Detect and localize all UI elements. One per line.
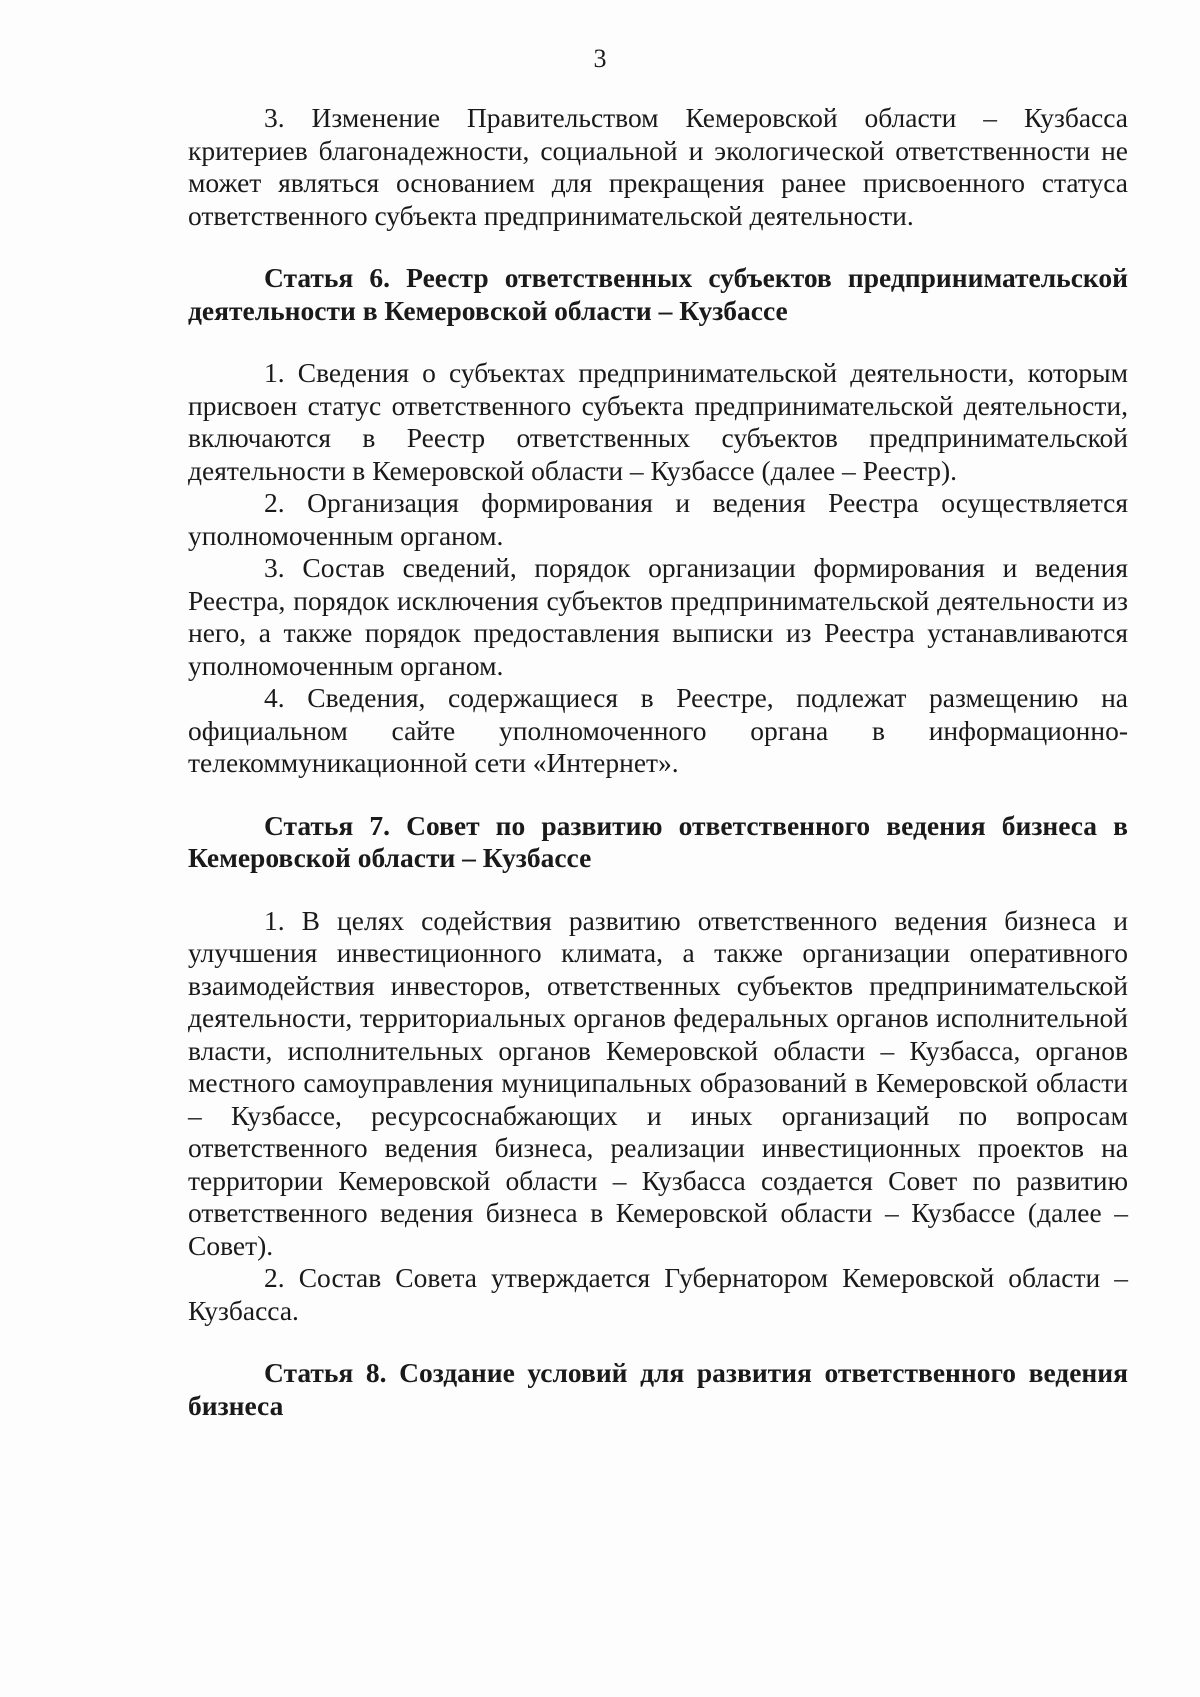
article-7-paragraph-1: 1. В целях содействия развитию ответственного ведения бизнеса и улучшения инвестиционного климата, а также организации оперативного взаимодействия инвесторов, ответственных субъектов предпринимательской деятельности, территориальных органов федеральных органов исполнительной власти, исполнительных органов Кемеровской области – Кузбасса, органов местного самоуправления муниципальных образований в Кемеровской области – Кузбассе, ресурсоснабжающих и иных организаций по вопросам ответственного ведения бизнеса, реализации инвестиционных проектов на территории Кемеровской области – Кузбасса создается Совет по развитию ответственного ведения бизнеса в Кемеровской области – Кузбассе (далее – Совет). [188, 904, 1128, 1261]
article-7-paragraph-2: 2. Состав Совета утверждается Губернатором Кемеровской области – Кузбасса. [188, 1262, 1128, 1326]
article-7-heading: Статья 7. Совет по развитию ответственного ведения бизнеса в Кемеровской области – Кузбассе [188, 809, 1128, 873]
article-6-paragraph-1: 1. Сведения о субъектах предпринимательской деятельности, которым присвоен статус ответственного субъекта предпринимательской деятельности, включаются в Реестр ответственных субъектов предпринимательской деятельности в Кемеровской области – Кузбассе (далее – Реестр). [188, 357, 1128, 486]
article-6-heading: Статья 6. Реестр ответственных субъектов предпринимательской деятельности в Кемеровской области – Кузбассе [188, 262, 1128, 326]
document-body [188, 102, 1128, 1422]
article-8-heading: Статья 8. Создание условий для развития ответственного ведения бизнеса [188, 1357, 1128, 1421]
article-6-paragraph-3: 3. Состав сведений, порядок организации формирования и ведения Реестра, порядок исключения субъектов предпринимательской деятельности из него, а также порядок предоставления выписки из Реестра устанавливаются уполномоченным органом. [188, 552, 1128, 681]
article-5-paragraph-3: 3. Изменение Правительством Кемеровской области – Кузбасса критериев благонадежности, социальной и экологической ответственности не может являться основанием для прекращения ранее присвоенного статуса ответственного субъекта предпринимательской деятельности. [188, 102, 1128, 231]
article-6-paragraph-2: 2. Организация формирования и ведения Реестра осуществляется уполномоченным органом. [188, 487, 1128, 551]
article-6-paragraph-4: 4. Сведения, содержащиеся в Реестре, подлежат размещению на официальном сайте уполномоченного органа в информационно-телекоммуникационной сети «Интернет». [188, 682, 1128, 778]
page-number: 3 [593, 44, 607, 73]
